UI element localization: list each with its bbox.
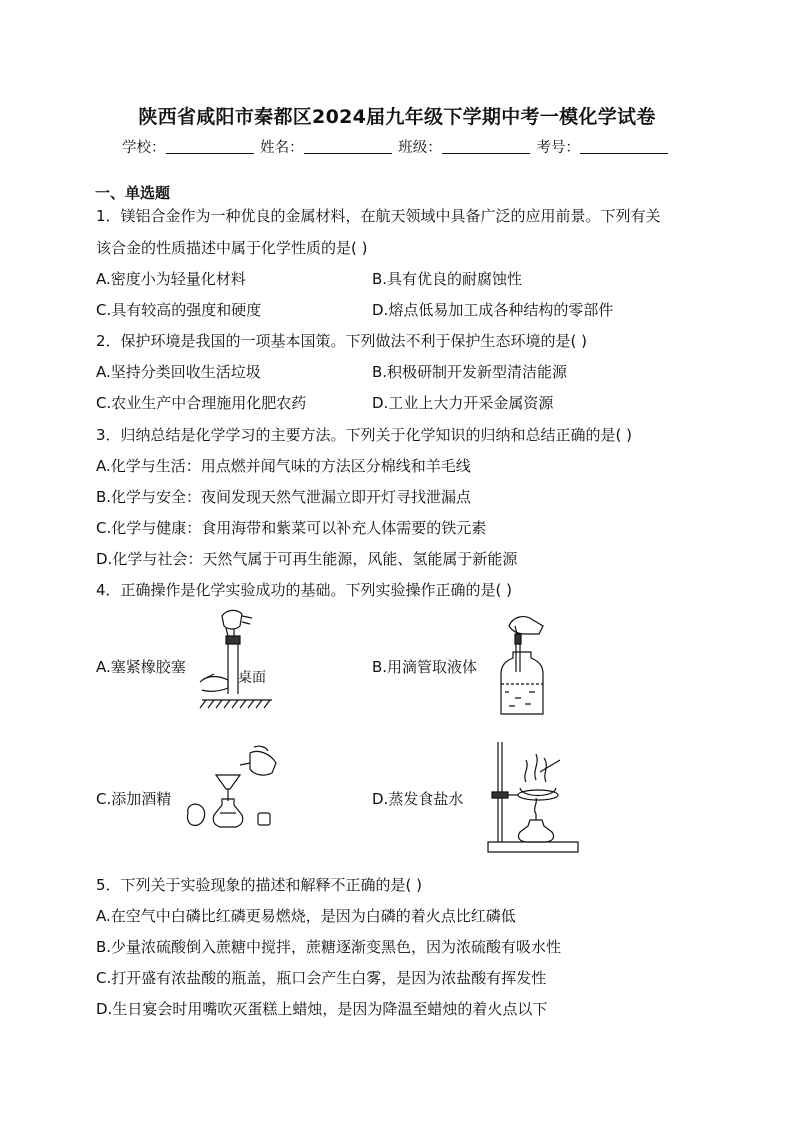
question-1-option-b: B.具有优良的耐腐蚀性	[372, 270, 523, 288]
question-5-stem: 5．下列关于实验现象的描述和解释不正确的是( )	[96, 876, 423, 894]
question-1-option-c: C.具有较高的强度和硬度	[96, 301, 262, 319]
question-4-option-c: C.添加酒精	[96, 790, 172, 808]
exam-title: 陕西省咸阳市秦都区2024届九年级下学期中考一模化学试卷	[138, 106, 656, 128]
school-label: 学校：	[122, 140, 166, 156]
student-info-line	[122, 136, 670, 157]
number-label: 考号：	[536, 140, 580, 156]
question-2-option-a: A.坚持分类回收生活垃圾	[96, 363, 261, 381]
name-label: 姓名：	[260, 140, 304, 156]
question-3-option-a: A.化学与生活：用点燃并闻气味的方法区分棉线和羊毛线	[96, 457, 471, 475]
question-4-option-d: D.蒸发食盐水	[372, 790, 464, 808]
school-blank[interactable]	[166, 139, 254, 154]
figure-c-add-alcohol	[180, 743, 284, 829]
question-5-option-a: A.在空气中白磷比红磷更易燃烧，是因为白磷的着火点比红磷低	[96, 907, 516, 925]
section-heading: 一、单选题	[95, 184, 171, 202]
question-2-stem: 2．保护环境是我国的一项基本国策。下列做法不利于保护生态环境的是( )	[96, 332, 588, 350]
question-3-option-d: D.化学与社会：天然气属于可再生能源，风能、氢能属于新能源	[96, 550, 518, 568]
question-5-option-b: B.少量浓硫酸倒入蔗糖中搅拌，蔗糖逐渐变黑色，因为浓硫酸有吸水性	[96, 938, 562, 956]
class-label: 班级：	[398, 140, 442, 156]
figure-b-dropper-bottle	[495, 612, 555, 718]
question-1-stem-line2: 该合金的性质描述中属于化学性质的是( )	[96, 239, 368, 257]
class-blank[interactable]	[442, 139, 530, 154]
question-1-option-a: A.密度小为轻量化材料	[96, 270, 246, 288]
name-blank[interactable]	[304, 139, 392, 154]
question-5-option-d: D.生日宴会时用嘴吹灭蛋糕上蜡烛，是因为降温至蜡烛的着火点以下	[96, 1000, 548, 1018]
question-3-option-b: B.化学与安全：夜间发现天然气泄漏立即开灯寻找泄漏点	[96, 488, 472, 506]
question-3-option-c: C.化学与健康：食用海带和紫菜可以补充人体需要的铁元素	[96, 519, 487, 537]
question-2-option-b: B.积极研制开发新型清洁能源	[372, 363, 568, 381]
question-1-option-d: D.熔点低易加工成各种结构的零部件	[372, 301, 614, 319]
question-4-option-a: A.塞紧橡胶塞	[96, 658, 186, 676]
figure-a-stopper-on-table	[196, 608, 278, 718]
question-5-option-c: C.打开盛有浓盐酸的瓶盖，瓶口会产生白雾，是因为浓盐酸有挥发性	[96, 969, 547, 987]
figure-d-evaporation-setup	[482, 738, 582, 856]
question-1-stem-line1: 1．镁铝合金作为一种优良的金属材料，在航天领域中具备广泛的应用前景。下列有关	[96, 207, 661, 225]
question-2-option-d: D.工业上大力开采金属资源	[372, 394, 554, 412]
number-blank[interactable]	[580, 139, 668, 154]
question-4-stem: 4．正确操作是化学实验成功的基础。下列实验操作正确的是( )	[96, 581, 513, 599]
figure-a-table-label: 桌面	[238, 670, 266, 686]
question-4-option-b: B.用滴管取液体	[372, 658, 478, 676]
question-2-option-c: C.农业生产中合理施用化肥农药	[96, 394, 307, 412]
question-3-stem: 3．归纳总结是化学学习的主要方法。下列关于化学知识的归纳和总结正确的是( )	[96, 426, 633, 444]
